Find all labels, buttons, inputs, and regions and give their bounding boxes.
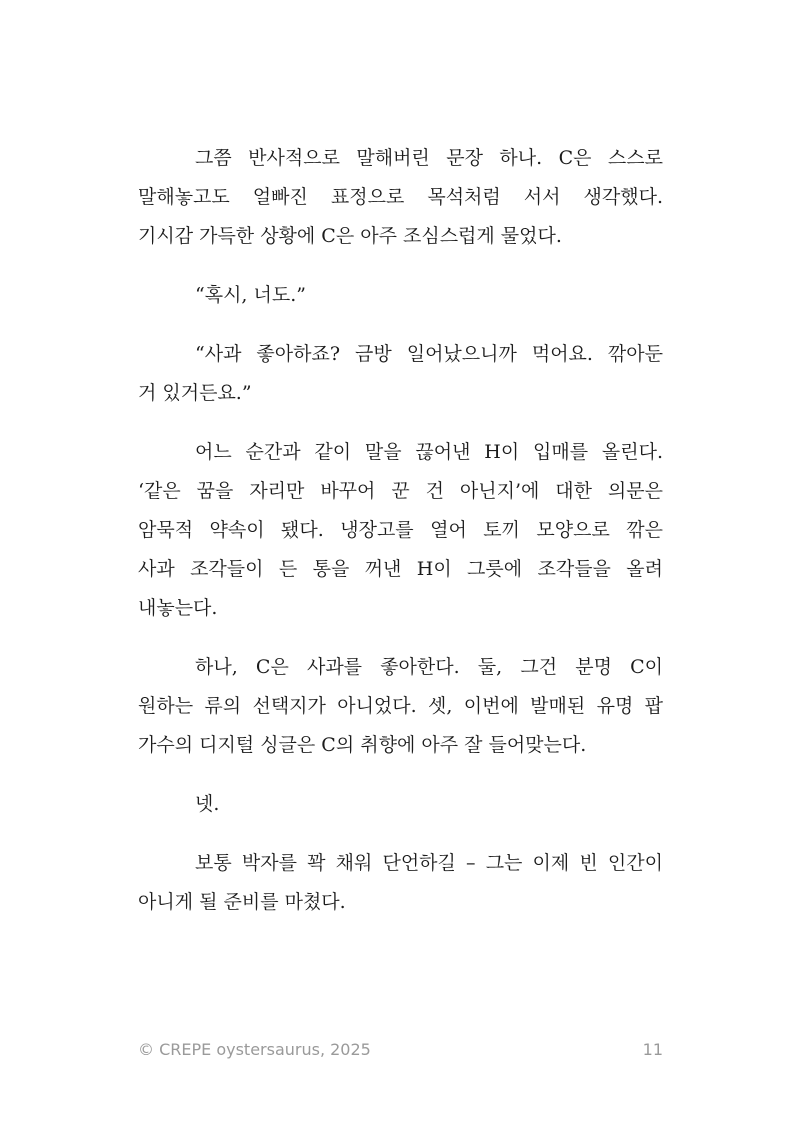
copyright-notice: © CREPE oystersaurus, 2025 xyxy=(138,1040,371,1059)
paragraph-7 xyxy=(138,844,663,922)
paragraph-1 xyxy=(138,139,663,256)
text-line: 거 있거든요.” xyxy=(138,382,252,404)
text-line: “혹시, 너도.” xyxy=(195,284,306,306)
book-page xyxy=(138,0,663,1139)
text-line: 하나, C은 사과를 좋아한다. 둘, 그건 분명 C이 xyxy=(195,656,663,678)
text-line: 사과 조각들이 든 통을 꺼낸 H이 그릇에 조각들을 올려 xyxy=(138,558,663,580)
text-line: 가수의 디지털 싱글은 C의 취향에 아주 잘 들어맞는다. xyxy=(138,734,587,756)
page-number: 11 xyxy=(642,1040,663,1059)
page-footer xyxy=(138,1040,663,1064)
text-line: 말해놓고도 얼빠진 표정으로 목석처럼 서서 생각했다. xyxy=(138,186,663,208)
text-line: 암묵적 약속이 됐다. 냉장고를 열어 토끼 모양으로 깎은 xyxy=(138,519,663,541)
text-line: “사과 좋아하죠? 금방 일어났으니까 먹어요. 깎아둔 xyxy=(195,343,663,365)
text-line: 아니게 될 준비를 마쳤다. xyxy=(138,891,346,913)
text-line: 어느 순간과 같이 말을 끊어낸 H이 입매를 올린다. xyxy=(195,441,663,463)
paragraph-4 xyxy=(138,433,663,628)
text-line: 보통 박자를 꽉 채워 단언하길 – 그는 이제 빈 인간이 xyxy=(195,852,663,874)
text-line: 그쯤 반사적으로 말해버린 문장 하나. C은 스스로 xyxy=(195,147,663,169)
text-line: 내놓는다. xyxy=(138,597,218,619)
text-line: 넷. xyxy=(195,793,220,815)
paragraph-2 xyxy=(138,276,663,315)
text-line: ‘같은 꿈을 자리만 바꾸어 꾼 건 아닌지’에 대한 의문은 xyxy=(138,480,663,502)
text-line: 원하는 류의 선택지가 아니었다. 셋, 이번에 발매된 유명 팝 xyxy=(138,695,663,717)
text-line: 기시감 가득한 상황에 C은 아주 조심스럽게 물었다. xyxy=(138,225,562,247)
paragraph-3 xyxy=(138,335,663,413)
paragraph-6 xyxy=(138,785,663,824)
paragraph-5 xyxy=(138,648,663,765)
body-text xyxy=(138,139,663,942)
